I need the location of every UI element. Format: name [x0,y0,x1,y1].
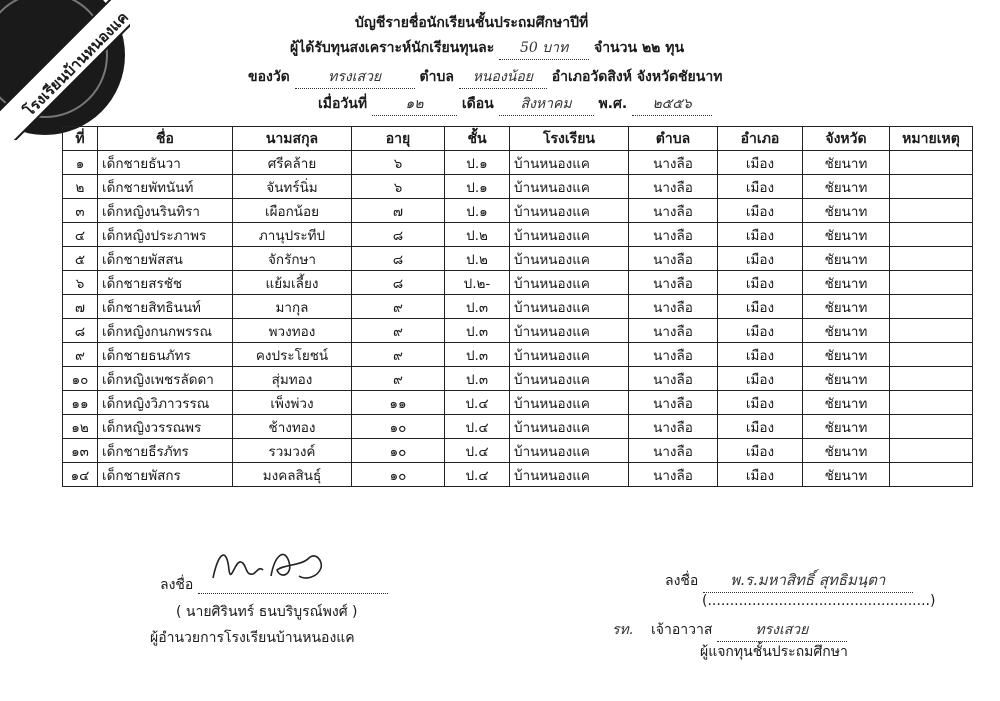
table-row [63,367,973,391]
stamp-text: โรงเรียนบ้านหนองแค [20,8,132,120]
col-header-no: ที่ [63,127,98,151]
cell-remark [890,439,973,463]
cell-no: ๑๐ [63,367,98,391]
left-sign-label: ลงชื่อ [160,577,194,593]
cell-subdistrict: นางลือ [629,199,718,223]
cell-surname: ศรีคล้าย [233,151,352,175]
table-row [63,463,973,487]
cell-school: บ้านหนองแค [510,223,629,247]
cell-remark [890,391,973,415]
cell-remark [890,319,973,343]
cell-remark [890,175,973,199]
table-row [63,175,973,199]
col-header-age: อายุ [352,127,445,151]
left-signer-name: ( นายศิรินทร์ ธนบริบูรณ์พงศ์ ) [176,604,358,620]
cell-subdistrict: นางลือ [629,343,718,367]
cell-grade: ป.๑ [445,151,510,175]
cell-subdistrict: นางลือ [629,391,718,415]
cell-remark [890,367,973,391]
cell-school: บ้านหนองแค [510,247,629,271]
cell-subdistrict: นางลือ [629,175,718,199]
cell-surname: พวงทอง [233,319,352,343]
cell-district: เมือง [718,271,803,295]
cell-remark [890,247,973,271]
date-line [318,93,712,116]
cell-age: ๑๐ [352,415,445,439]
temple-label: ของวัด [248,69,290,85]
cell-school: บ้านหนองแค [510,319,629,343]
cell-surname: ช้างทอง [233,415,352,439]
cell-name: เด็กหญิงเพชรลัดดา [98,367,233,391]
right-signature-line [665,568,913,593]
cell-province: ชัยนาท [803,343,890,367]
cell-age: ๘ [352,271,445,295]
scholarship-prefix: ผู้ได้รับทุนสงเคราะห์นักเรียนทุนละ [290,40,495,56]
cell-no: ๑๔ [63,463,98,487]
month-label: เดือน [461,96,494,112]
cell-district: เมือง [718,247,803,271]
page-title [355,12,588,34]
cell-district: เมือง [718,223,803,247]
cell-age: ๙ [352,295,445,319]
subdistrict-value: หนองน้อย [459,66,547,89]
right-signer-position: ผู้แจกทุนชั้นประถมศึกษา [700,644,848,660]
cell-grade: ป.๒ [445,223,510,247]
col-header-province: จังหวัด [803,127,890,151]
cell-age: ๙ [352,319,445,343]
cell-remark [890,271,973,295]
cell-no: ๙ [63,343,98,367]
student-roster-table [62,126,973,487]
cell-school: บ้านหนองแค [510,175,629,199]
date-label: เมื่อวันที่ [318,96,368,112]
cell-grade: ป.๔ [445,463,510,487]
col-header-remark: หมายเหตุ [890,127,973,151]
cell-name: เด็กชายสรชัช [98,271,233,295]
day-value: ๑๒ [372,93,457,116]
cell-no: ๘ [63,319,98,343]
table-header-row [63,127,973,151]
col-header-district: อำเภอ [718,127,803,151]
cell-grade: ป.๒- [445,271,510,295]
cell-no: ๒ [63,175,98,199]
cell-age: ๗ [352,199,445,223]
table-row [63,391,973,415]
cell-subdistrict: นางลือ [629,223,718,247]
cell-school: บ้านหนองแค [510,295,629,319]
cell-province: ชัยนาท [803,439,890,463]
col-header-surname: นามสกุล [233,127,352,151]
cell-no: ๗ [63,295,98,319]
cell-no: ๖ [63,271,98,295]
cell-surname: เผือกน้อย [233,199,352,223]
cell-no: ๑๒ [63,415,98,439]
cell-age: ๑๐ [352,439,445,463]
cell-grade: ป.๔ [445,439,510,463]
cell-grade: ป.๓ [445,319,510,343]
table-row [63,439,973,463]
cell-no: ๑๑ [63,391,98,415]
cell-remark [890,343,973,367]
cell-subdistrict: นางลือ [629,295,718,319]
count-label: จำนวน [593,40,638,56]
count-value: ๒๒ [641,40,661,56]
subdistrict-label: ตำบล [419,69,454,85]
cell-remark [890,415,973,439]
col-header-subdistrict: ตำบล [629,127,718,151]
cell-surname: มากุล [233,295,352,319]
cell-age: ๑๐ [352,463,445,487]
col-header-grade: ชั้น [445,127,510,151]
cell-province: ชัยนาท [803,319,890,343]
cell-district: เมือง [718,151,803,175]
cell-age: ๘ [352,247,445,271]
cell-name: เด็กชายพัทนันท์ [98,175,233,199]
cell-subdistrict: นางลือ [629,463,718,487]
cell-name: เด็กชายพัสสน [98,247,233,271]
table-row [63,343,973,367]
cell-subdistrict: นางลือ [629,367,718,391]
cell-surname: ภานุประทีป [233,223,352,247]
cell-district: เมือง [718,343,803,367]
cell-district: เมือง [718,175,803,199]
cell-grade: ป.๑ [445,175,510,199]
cell-grade: ป.๔ [445,391,510,415]
cell-district: เมือง [718,415,803,439]
amount-value: 50 บาท [499,37,589,60]
cell-grade: ป.๔ [445,415,510,439]
count-unit: ทุน [665,40,685,56]
right-sign-label: ลงชื่อ [665,573,699,589]
cell-grade: ป.๓ [445,367,510,391]
cell-province: ชัยนาท [803,151,890,175]
table-row [63,319,973,343]
cell-subdistrict: นางลือ [629,319,718,343]
cell-remark [890,151,973,175]
cell-no: ๕ [63,247,98,271]
table-row [63,415,973,439]
cell-province: ชัยนาท [803,175,890,199]
month-value: สิงหาคม [499,93,594,116]
table-body [63,151,973,487]
cell-province: ชัยนาท [803,391,890,415]
abbot-label: เจ้าอาวาส [651,622,713,638]
cell-age: ๑๑ [352,391,445,415]
cell-subdistrict: นางลือ [629,151,718,175]
cell-school: บ้านหนองแค [510,151,629,175]
scholarship-line [290,37,684,60]
cell-school: บ้านหนองแค [510,439,629,463]
col-header-name: ชื่อ [98,127,233,151]
cell-surname: แย้มเลี้ยง [233,271,352,295]
table-row [63,199,973,223]
left-signer-position: ผู้อำนวยการโรงเรียนบ้านหนองแค [150,630,355,646]
cell-district: เมือง [718,319,803,343]
cell-surname: รวมวงค์ [233,439,352,463]
table-row [63,151,973,175]
cell-remark [890,223,973,247]
cell-province: ชัยนาท [803,247,890,271]
cell-district: เมือง [718,367,803,391]
cell-age: ๖ [352,151,445,175]
cell-district: เมือง [718,295,803,319]
cell-province: ชัยนาท [803,367,890,391]
cell-district: เมือง [718,463,803,487]
cell-name: เด็กหญิงนรินทิรา [98,199,233,223]
right-name-blank: (..................................................) [702,593,936,609]
cell-name: เด็กหญิงวิภาวรรณ [98,391,233,415]
cell-district: เมือง [718,391,803,415]
cell-surname: สุ่มทอง [233,367,352,391]
cell-remark [890,295,973,319]
cell-province: ชัยนาท [803,295,890,319]
title-text: บัญชีรายชื่อนักเรียนชั้นประถมศึกษาปีที่ [355,15,589,31]
year-label: พ.ศ. [598,96,628,112]
temple-line [248,66,722,89]
district-province: อำเภอวัดสิงห์ จังหวัดชัยนาท [551,69,723,85]
cell-age: ๘ [352,223,445,247]
cell-surname: จักรักษา [233,247,352,271]
cell-school: บ้านหนองแค [510,343,629,367]
cell-subdistrict: นางลือ [629,247,718,271]
cell-district: เมือง [718,439,803,463]
table-row [63,247,973,271]
cell-surname: เพ็งพ่วง [233,391,352,415]
cell-name: เด็กหญิงวรรณพร [98,415,233,439]
cell-surname: มงคลสินธุ์ [233,463,352,487]
table-row [63,223,973,247]
cell-age: ๙ [352,367,445,391]
cell-subdistrict: นางลือ [629,271,718,295]
cell-name: เด็กชายพัสกร [98,463,233,487]
cell-name: เด็กชายธีรภัทร [98,439,233,463]
cell-no: ๔ [63,223,98,247]
cell-province: ชัยนาท [803,463,890,487]
right-signed-name: พ.ร.มหาสิทธิ์ สุทธิมนฺตา [703,568,913,593]
cell-subdistrict: นางลือ [629,415,718,439]
cell-no: ๓ [63,199,98,223]
cell-school: บ้านหนองแค [510,415,629,439]
cell-age: ๙ [352,343,445,367]
cell-school: บ้านหนองแค [510,391,629,415]
left-signature-line [160,574,388,596]
cell-surname: จันทร์นิ่ม [233,175,352,199]
cell-name: เด็กชายธนภัทร [98,343,233,367]
cell-no: ๑ [63,151,98,175]
cell-school: บ้านหนองแค [510,367,629,391]
right-abbot-line [612,619,847,642]
cell-age: ๖ [352,175,445,199]
table-row [63,271,973,295]
cell-grade: ป.๓ [445,343,510,367]
cell-grade: ป.๓ [445,295,510,319]
cell-remark [890,199,973,223]
cell-remark [890,463,973,487]
cell-name: เด็กหญิงกนกพรรณ [98,319,233,343]
cell-name: เด็กหญิงประภาพร [98,223,233,247]
cell-province: ชัยนาท [803,223,890,247]
cell-subdistrict: นางลือ [629,439,718,463]
cell-province: ชัยนาท [803,199,890,223]
temple-value: ทรงเสวย [295,66,415,89]
cell-surname: คงประโยชน์ [233,343,352,367]
cell-school: บ้านหนองแค [510,199,629,223]
cell-province: ชัยนาท [803,271,890,295]
col-header-school: โรงเรียน [510,127,629,151]
abbot-temple: ทรงเสวย [717,619,847,642]
right-prefix: รท. [612,622,634,638]
cell-province: ชัยนาท [803,415,890,439]
cell-grade: ป.๑ [445,199,510,223]
cell-district: เมือง [718,199,803,223]
cell-grade: ป.๒ [445,247,510,271]
table-row [63,295,973,319]
cell-name: เด็กชายสิทธินนท์ [98,295,233,319]
cell-name: เด็กชายธันวา [98,151,233,175]
cell-school: บ้านหนองแค [510,271,629,295]
cell-no: ๑๓ [63,439,98,463]
cell-school: บ้านหนองแค [510,463,629,487]
year-value: ๒๕๕๖ [632,93,712,116]
